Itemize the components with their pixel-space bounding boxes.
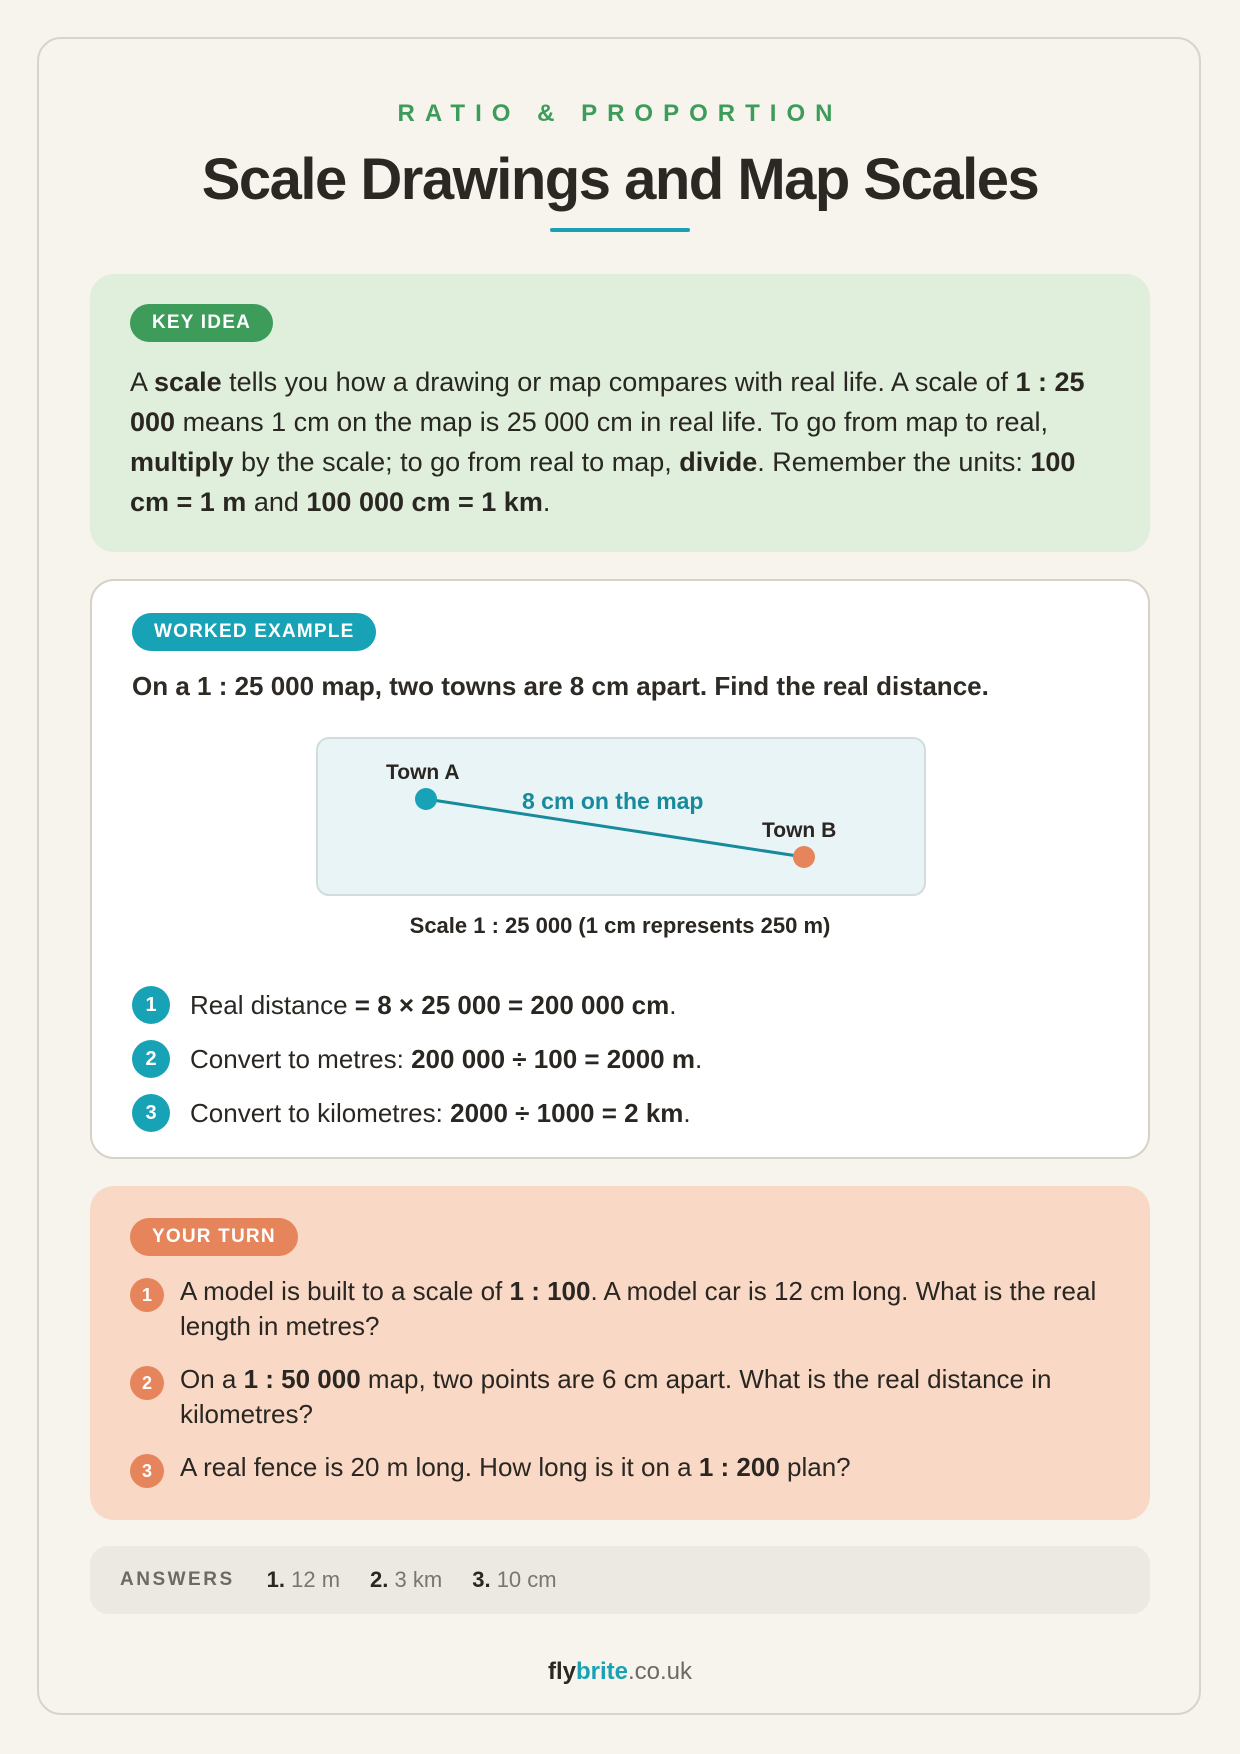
answer-value: 3 km [394, 1567, 443, 1592]
question-number: 1 [130, 1278, 164, 1312]
question-text-c: plan? [779, 1452, 851, 1482]
answer-item [370, 1567, 442, 1593]
step-end: . [695, 1043, 703, 1074]
brand-domain: .co.uk [628, 1658, 693, 1685]
answer-value: 12 m [291, 1567, 341, 1592]
key-idea-bold-2: 1 : 25 000 [130, 367, 1085, 437]
answer-item [267, 1567, 340, 1593]
key-idea-text-5: . Remember the units: [757, 447, 1031, 477]
question-text [180, 1274, 1110, 1344]
town-b-label: Town B [762, 819, 837, 842]
question-text-a: A real fence is 20 m long. How long is it on a [180, 1452, 699, 1482]
solution-step [132, 1086, 1112, 1140]
key-idea-bold-5: 100 cm = 1 m [130, 447, 1076, 517]
distance-label: 8 cm on the map [522, 788, 704, 814]
your-turn-badge: YOUR TURN [130, 1218, 298, 1256]
worked-example-card [90, 579, 1150, 1159]
answer-number: 1. [266, 1567, 285, 1592]
key-idea-bold-4: divide [679, 447, 758, 477]
eyebrow: RATIO & PROPORTION [397, 100, 843, 127]
map-diagram [316, 737, 926, 897]
key-idea-text-1: A [130, 367, 155, 397]
answer-item [472, 1567, 556, 1593]
question-text-b: 1 : 100 [509, 1276, 591, 1306]
town-b-marker [793, 846, 815, 868]
worked-example-badge: WORKED EXAMPLE [132, 613, 376, 651]
your-turn-card [90, 1186, 1150, 1520]
step-number: 2 [132, 1040, 170, 1078]
step-text: Convert to kilometres: [190, 1097, 443, 1128]
answer-number: 2. [370, 1567, 389, 1592]
step-text: Convert to metres: [190, 1043, 404, 1074]
answer-number: 3. [472, 1567, 491, 1592]
solution-steps [132, 978, 1112, 1140]
step-text: Real distance [190, 989, 348, 1020]
solution-step [132, 1032, 1112, 1086]
question-number: 2 [130, 1366, 164, 1400]
step-end: . [683, 1097, 691, 1128]
answers-bar [90, 1546, 1150, 1614]
key-idea-text-4: by the scale; to go from real to map, [233, 447, 680, 477]
footer-brand [0, 1658, 1240, 1686]
question-text-a: A model is built to a scale of [180, 1276, 510, 1306]
step-end: . [669, 989, 677, 1020]
question-text [180, 1362, 1110, 1432]
key-idea-badge: KEY IDEA [130, 304, 273, 342]
brand-fly: fly [547, 1658, 576, 1685]
question-text-c: . A model car is 12 cm long. What is the real length in metres? [180, 1276, 1097, 1341]
question-text-c: map, two points are 6 cm apart. What is the real distance in kilometres? [180, 1364, 1052, 1429]
step-bold: 2000 ÷ 1000 = 2 km [450, 1097, 684, 1128]
key-idea-text-3: means 1 cm on the map is 25 000 cm in real life. To go from map to real, [175, 407, 1048, 437]
solution-step [132, 978, 1112, 1032]
key-idea-bold-6: 100 000 cm = 1 km [306, 487, 543, 517]
step-bold: 200 000 ÷ 100 = 2000 m [411, 1043, 695, 1074]
key-idea-text-2: tells you how a drawing or map compares with real life. A scale of [221, 367, 1016, 397]
town-a-label: Town A [386, 761, 460, 784]
practice-question [130, 1274, 1110, 1344]
answer-value: 10 cm [496, 1567, 557, 1592]
answers-label: ANSWERS [120, 1569, 235, 1590]
page-title: Scale Drawings and Map Scales [201, 147, 1039, 212]
key-idea-text-7: . [542, 487, 551, 517]
question-number: 3 [130, 1454, 164, 1488]
scale-caption: Scale 1 : 25 000 (1 cm represents 250 m) [409, 913, 831, 938]
practice-question [130, 1362, 1110, 1432]
town-a-marker [415, 788, 437, 810]
question-text-b: 1 : 200 [698, 1452, 780, 1482]
key-idea-text-6: and [246, 487, 307, 517]
brand-brite: brite [575, 1658, 628, 1685]
worked-example-question: On a 1 : 25 000 map, two towns are 8 cm apart. Find the real distance. [132, 671, 989, 701]
key-idea-card [90, 274, 1150, 552]
question-text-a: On a [180, 1364, 244, 1394]
key-idea-text [130, 362, 1110, 522]
step-number: 1 [132, 986, 170, 1024]
title-underline [550, 228, 690, 232]
question-text [180, 1450, 851, 1485]
key-idea-bold-1: scale [154, 367, 222, 397]
question-text-b: 1 : 50 000 [243, 1364, 361, 1394]
step-number: 3 [132, 1094, 170, 1132]
step-bold: = 8 × 25 000 = 200 000 cm [354, 989, 670, 1020]
practice-question [130, 1450, 1110, 1488]
key-idea-bold-3: multiply [130, 447, 234, 477]
